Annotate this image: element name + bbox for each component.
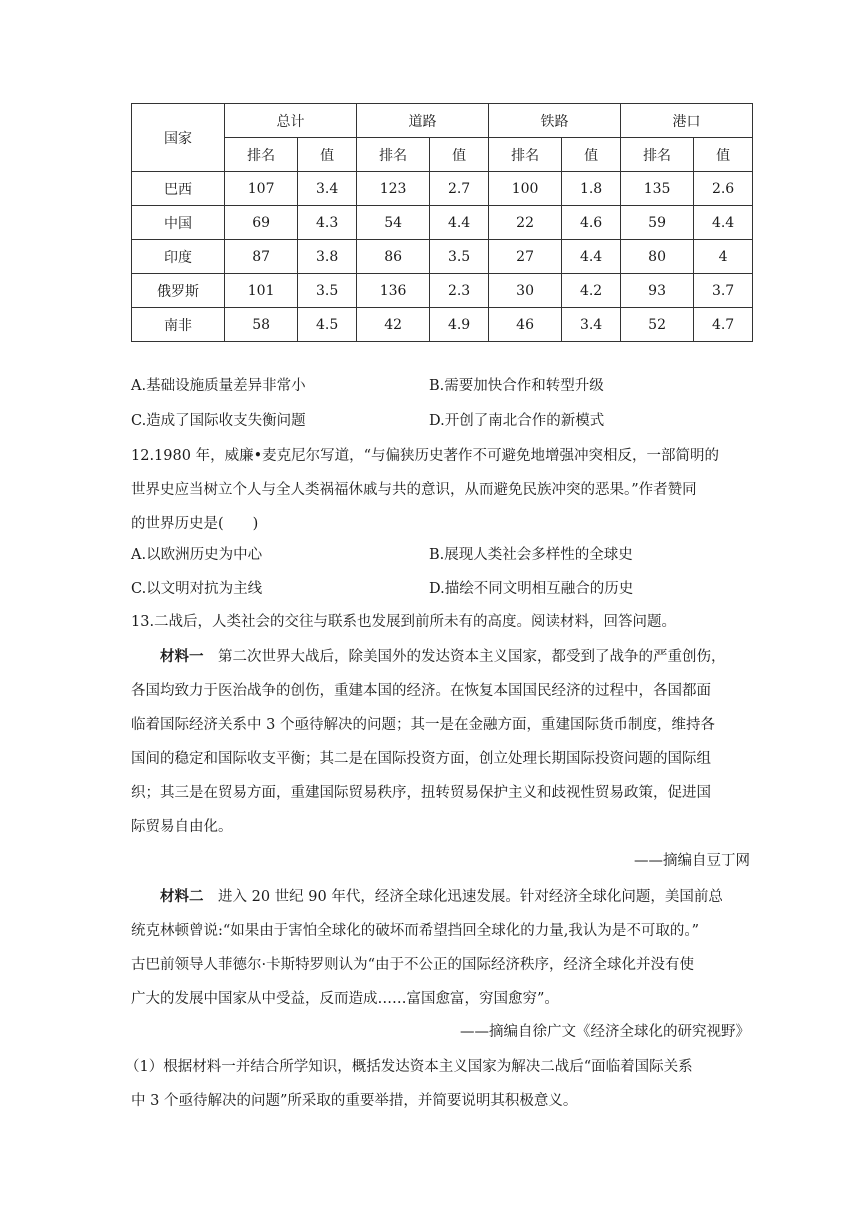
rank-cell: 107 [225, 172, 298, 206]
value-cell: 1.8 [562, 172, 621, 206]
table-subheader-row [132, 138, 753, 172]
country-cell: 南非 [132, 308, 225, 342]
material2-text: 进入 20 世纪 90 年代，经济全球化迅速发展。针对经济全球化问题，美国前总 [203, 889, 723, 905]
value-cell: 4.2 [562, 274, 621, 308]
material1-label: 材料一 [160, 648, 204, 665]
value-cell: 3.5 [298, 274, 357, 308]
subheader-rank: 排名 [356, 138, 429, 172]
q12-stem-line: 12.1980 年，威廉•麦克尼尔写道，“与偏狭历史著作不可避免地增强冲突相反，一部简明的 [131, 448, 720, 464]
value-cell: 4 [694, 240, 753, 274]
q12-option-c: C.以文明对抗为主线 [131, 581, 263, 597]
q12-option-b: B.展现人类社会多样性的全球史 [429, 547, 633, 563]
q12-option-a: A.以欧洲历史为中心 [131, 547, 263, 563]
rank-cell: 52 [620, 308, 693, 342]
value-cell: 4.5 [298, 308, 357, 342]
group-header-rail: 铁路 [488, 104, 620, 138]
subheader-value: 值 [694, 138, 753, 172]
rank-cell: 80 [620, 240, 693, 274]
value-cell: 4.6 [562, 206, 621, 240]
rank-cell: 59 [620, 206, 693, 240]
q13-sub1-line: （1）根据材料一并结合所学知识，概括发达资本主义国家为解决二战后“面临着国际关系 [125, 1059, 693, 1075]
q11-option-c: C.造成了国际收支失衡问题 [131, 413, 306, 429]
rank-cell: 101 [225, 274, 298, 308]
subheader-value: 值 [562, 138, 621, 172]
rank-cell: 136 [356, 274, 429, 308]
q11-option-d: D.开创了南北合作的新模式 [429, 413, 605, 429]
rank-cell: 69 [225, 206, 298, 240]
table-row [132, 240, 753, 274]
table-row [132, 206, 753, 240]
rank-cell: 135 [620, 172, 693, 206]
rank-cell: 30 [488, 274, 561, 308]
value-cell: 3.8 [298, 240, 357, 274]
q12-stem-line: 世界史应当树立个人与全人类祸福休戚与共的意识，从而避免民族冲突的恶果。”作者赞同 [131, 482, 697, 498]
material1-source: ——摘编自豆丁网 [634, 853, 750, 869]
q11-option-b: B.需要加快合作和转型升级 [429, 378, 604, 394]
rank-cell: 100 [488, 172, 561, 206]
value-cell: 4.3 [298, 206, 357, 240]
value-cell: 3.7 [694, 274, 753, 308]
subheader-value: 值 [430, 138, 489, 172]
material1-line: 际贸易自由化。 [131, 819, 233, 835]
material2-label: 材料二 [160, 888, 204, 905]
value-cell: 4.4 [562, 240, 621, 274]
group-header-port: 港口 [620, 104, 752, 138]
rank-cell: 123 [356, 172, 429, 206]
material2-line: 广大的发展中国家从中受益，反而造成……富国愈富，穷国愈穷”。 [131, 991, 559, 1007]
subheader-value: 值 [298, 138, 357, 172]
subheader-rank: 排名 [620, 138, 693, 172]
value-cell: 2.3 [430, 274, 489, 308]
material2-line: 统克林顿曾说:“如果由于害怕全球化的破坏而希望挡回全球化的力量,我认为是不可取的。” [131, 923, 700, 939]
value-cell: 3.4 [562, 308, 621, 342]
value-cell: 4.4 [694, 206, 753, 240]
rank-cell: 93 [620, 274, 693, 308]
material1-text: 第二次世界大战后，除美国外的发达资本主义国家，都受到了战争的严重创伤， [203, 649, 726, 665]
value-cell: 4.7 [694, 308, 753, 342]
group-header-road: 道路 [356, 104, 488, 138]
q13-stem: 13.二战后，人类社会的交往与联系也发展到前所未有的高度。阅读材料，回答问题。 [131, 614, 677, 630]
table-row [132, 172, 753, 206]
subheader-rank: 排名 [488, 138, 561, 172]
value-cell: 3.5 [430, 240, 489, 274]
country-cell: 中国 [132, 206, 225, 240]
rank-cell: 22 [488, 206, 561, 240]
infrastructure-ranking-table [131, 103, 753, 342]
material1-line: 临着国际经济关系中 3 个亟待解决的问题；其一是在金融方面，重建国际货币制度，维持各 [131, 717, 715, 733]
country-cell: 巴西 [132, 172, 225, 206]
table-header-row [132, 104, 753, 138]
material2-source: ——摘编自徐广文《经济全球化的研究视野》 [460, 1024, 750, 1040]
subheader-rank: 排名 [225, 138, 298, 172]
material1-line: 国间的稳定和国际收支平衡；其二是在国际投资方面，创立处理长期国际投资问题的国际组 [131, 751, 711, 767]
rank-cell: 42 [356, 308, 429, 342]
rank-cell: 27 [488, 240, 561, 274]
q13-sub1-line: 中 3 个亟待解决的问题”所采取的重要举措，并简要说明其积极意义。 [131, 1093, 578, 1109]
material1-line: 织；其三是在贸易方面，重建国际贸易秩序，扭转贸易保护主义和歧视性贸易政策，促进国 [131, 785, 711, 801]
rank-cell: 58 [225, 308, 298, 342]
country-cell: 俄罗斯 [132, 274, 225, 308]
table-row [132, 274, 753, 308]
q11-option-a: A.基础设施质量差异非常小 [131, 378, 306, 394]
material2-first-line [160, 887, 723, 907]
value-cell: 3.4 [298, 172, 357, 206]
value-cell: 2.7 [430, 172, 489, 206]
q12-stem-line: 的世界历史是( ) [131, 516, 259, 532]
q12-option-d: D.描绘不同文明相互融合的历史 [429, 581, 634, 597]
material2-line: 古巴前领导人菲德尔·卡斯特罗则认为“由于不公正的国际经济秩序，经济全球化并没有使 [131, 957, 695, 973]
material1-first-line [160, 647, 726, 667]
rank-cell: 46 [488, 308, 561, 342]
group-header-total: 总计 [225, 104, 357, 138]
value-cell: 4.4 [430, 206, 489, 240]
rank-cell: 87 [225, 240, 298, 274]
rank-cell: 54 [356, 206, 429, 240]
country-header: 国家 [132, 104, 225, 172]
value-cell: 4.9 [430, 308, 489, 342]
country-cell: 印度 [132, 240, 225, 274]
rank-cell: 86 [356, 240, 429, 274]
material1-line: 各国均致力于医治战争的创伤，重建本国的经济。在恢复本国国民经济的过程中，各国都面 [131, 683, 711, 699]
value-cell: 2.6 [694, 172, 753, 206]
table-row [132, 308, 753, 342]
